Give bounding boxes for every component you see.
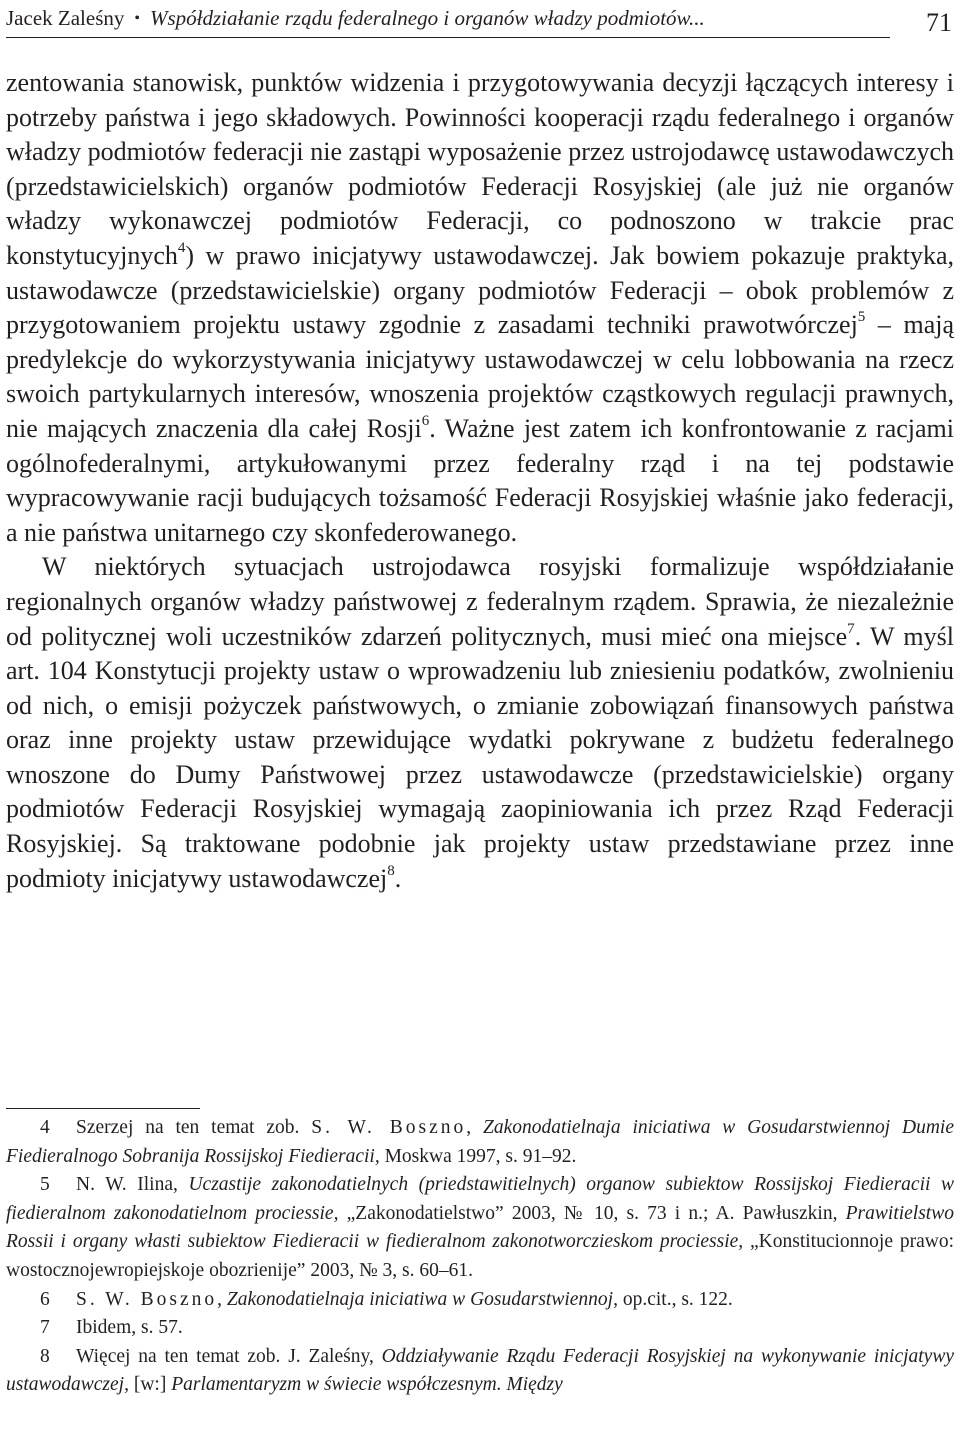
footnote-number: 4 [40,1117,50,1138]
running-head-author: Jacek Zaleśny [6,6,125,30]
paragraph-1-text-d: . Ważne jest zatem ich konfrontowanie z racjami ogólnofederalnymi, artykułowanymi przez federalny rząd i na tej podstawie wypracowywanie racji budujących tożsamość Federacji Rosyjskiej właśnie jako federacji, a nie państwa unitarnego czy skonfederowanego. [6,413,955,547]
footnote-title-italic: Zakonodatielnaja iniciatiwa w Gosudarstwiennoj Dumie Fiedieralnogo Sobranija Rossijskoj Fiedieracii, [6,1117,955,1167]
footnote-title-italic: Prawitielstwo Rossii i organy własti subiektow Fiedieracii w fiedieralnom zakonotworczieskom prociessie, [6,1202,954,1253]
running-head-title: Współdziałanie rządu federalnego i organów władzy podmiotów... [149,6,705,30]
footnote-ref-7: 7 [847,620,855,637]
footnote-text: , [217,1288,227,1310]
footnote-title-italic: Uczastije zakonodatielnych (priedstawitielnych) organow subiektow Rossijskoj Fiedieracii w fiedieralnom zakonodatielnom prociessie, [6,1174,954,1224]
footnote-text: „Zakonodatielstwo” 2003, № 10, s. 73 i n.; A. Pawłuszkin, [338,1202,846,1224]
footnote-text: , [466,1117,484,1138]
main-text [6,66,954,896]
footnote-number: 6 [40,1288,50,1310]
footnote-text: [w:] [128,1374,172,1396]
paragraph-2-text-b: . W myśl art. 104 Konstytucji projekty ustaw o wprowadzeniu lub zniesieniu podatków, zwolnieniu od nich, o emisji pożyczek państwowych, o zmianie zobowiązań finansowych państwa oraz inne projekty ustaw przewidujące wydatki pokrywane z budżetu federalnego wnoszone do Dumy Państwowej przez ustawodawcze (przedstawicielskie) organy podmiotów Federacji Rosyjskiej wymagają zaopiniowania ich przez Rząd Federacji Rosyjskiej. Są traktowane podobnie jak projekty ustaw przedstawiane przez inne podmioty inicjatywy ustawodawczej [6,621,954,893]
footnote-author-spaced: S. W. Boszno [76,1288,218,1310]
footnote-author-spaced: S. W. Boszno [311,1117,467,1138]
footnote-text: N. W. Ilina, [76,1174,189,1196]
paragraph-1-text-c: – mają predylekcje do wykorzystywania inicjatywy ustawodawczej w celu lobbowania na rzecz swoich partykularnych interesów, wnoszenia projektów cząstkowych regulacji prawnych, nie mających znaczenia dla całej Rosji [6,310,955,443]
footnote-rule [6,1108,200,1109]
footnote-ref-4: 4 [177,239,186,256]
page-number: 71 [926,8,952,37]
footnote-ref-8: 8 [387,862,395,879]
footnote-4 [6,1114,954,1171]
footnote-text: Więcej na ten temat zob. J. Zaleśny, [76,1345,382,1367]
footnote-6 [6,1286,954,1315]
footnote-number: 5 [40,1174,50,1196]
paragraph-2-text-a: W niektórych sytuacjach ustrojodawca rosyjski formalizuje współdziałanie regionalnych organów władzy państwowej z federalnym rządem. Sprawia, że niezależnie od politycznej woli uczestników zdarzeń politycznych, musi mieć ona miejsce [6,552,954,651]
paragraph-1 [6,66,954,550]
footnote-text: Szerzej na ten temat zob. [76,1117,312,1138]
paragraph-2-text-c: . [394,863,402,893]
footnote-number: 8 [40,1345,50,1367]
footnote-title-italic: Oddziaływanie Rządu Federacji Rosyjskiej na wykonywanie inicjatywy ustawodawczej, [6,1345,954,1396]
footnote-number: 7 [40,1317,50,1339]
running-head-separator: • [134,10,140,27]
footnote-title-italic: Zakonodatielnaja iniciatiwa w Gosudarstwiennoj, [226,1288,618,1310]
running-head [6,6,890,36]
footnotes [6,1114,954,1400]
footnote-text: „Konstitucionnoje prawo: wostocznojewropiejskoje obozrienije” 2003, № 3, s. 60–61. [6,1231,955,1281]
paragraph-1-text-a: zentowania stanowisk, punktów widzenia i przygotowywania decyzji łączących interesy i potrzeby państwa i jego składowych. Powinności kooperacji rządu federalnego i organów władzy podmiotów federacji nie zastąpi wyposażenie przez ustrojodawcę ustawodawczych (przedstawicielskich) organów podmiotów Federacji Rosyjskiej (ale już nie organów władzy wykonawczej podmiotów Federacji, co podnoszono w trakcie prac konstytucyjnych [6,68,954,270]
footnote-text: Moskwa 1997, s. 91–92. [379,1145,577,1167]
footnote-text: Ibidem, s. 57. [76,1317,183,1339]
header-rule [6,37,890,38]
footnote-ref-6: 6 [421,412,430,429]
footnote-ref-5: 5 [857,309,866,326]
paragraph-2 [6,550,954,896]
paragraph-1-text-b: ) w prawo inicjatywy ustawodawczej. Jak bowiem pokazuje praktyka, ustawodawcze (przedstawicielskie) organy podmiotów Federacji – obok problemów z przygotowaniem projektu ustawy zgodnie z zasadami techniki prawotwórczej [6,240,954,340]
footnote-5 [6,1171,954,1285]
footnote-7 [6,1314,954,1343]
footnote-text: op.cit., s. 122. [617,1288,733,1310]
footnote-title-italic: Parlamentaryzm w świecie współczesnym. Między [171,1374,563,1396]
footnote-8 [6,1343,954,1400]
